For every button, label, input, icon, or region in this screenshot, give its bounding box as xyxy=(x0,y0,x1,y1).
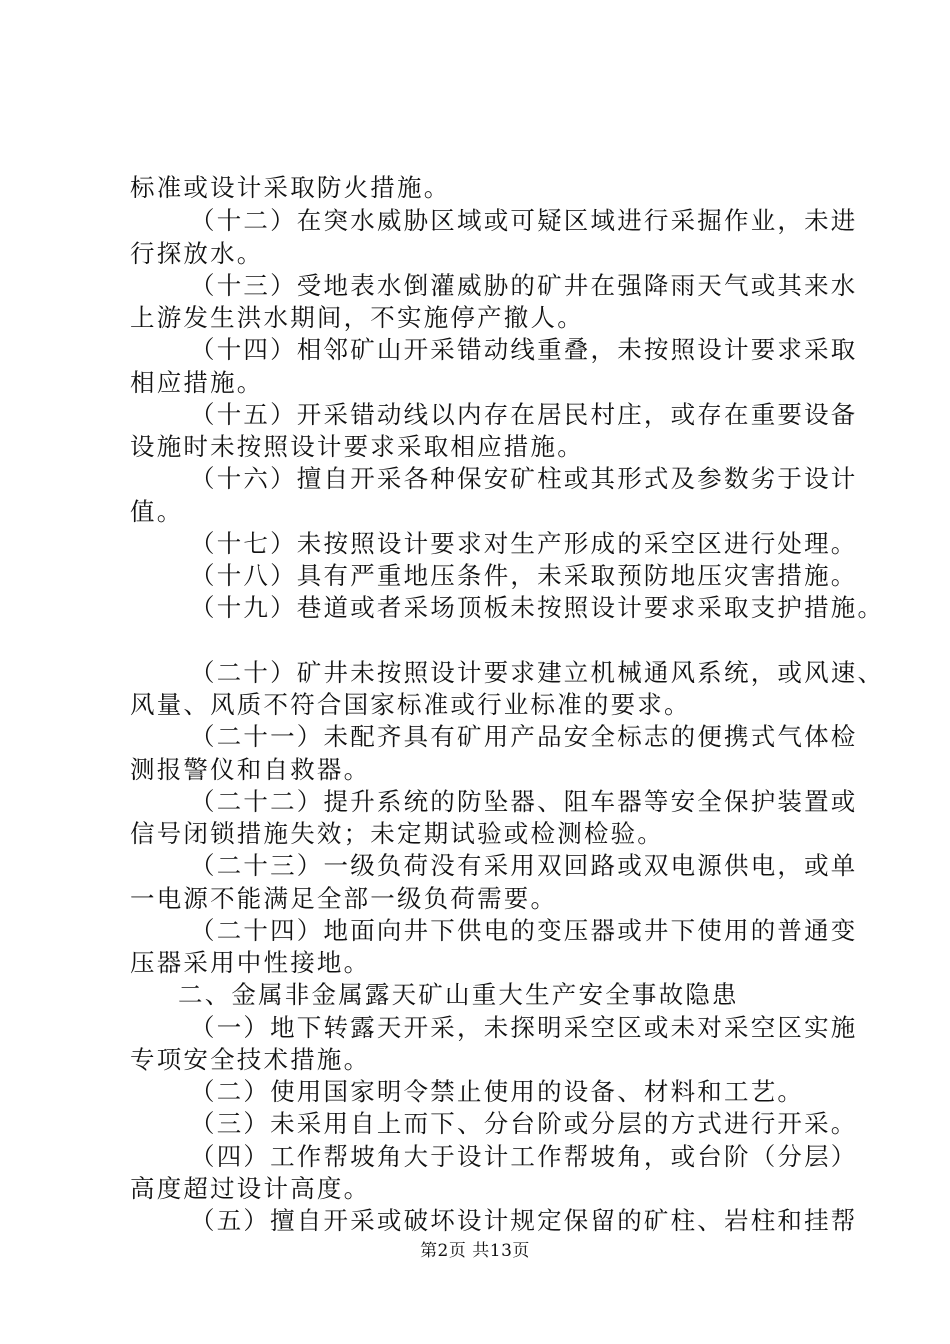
text-line: 值。 xyxy=(130,497,184,526)
text-line: （十九）巷道或者采场顶板未按照设计要求采取支护措施。 xyxy=(190,593,885,622)
text-line: （二十四）地面向井下供电的变压器或井下使用的普通变 xyxy=(190,916,858,945)
text-line: （十三）受地表水倒灌威胁的矿井在强降雨天气或其来水 xyxy=(190,271,858,300)
text-line: （二）使用国家明令禁止使用的设备、材料和工艺。 xyxy=(190,1077,805,1106)
text-line: 标准或设计采取防火措施。 xyxy=(130,173,451,202)
page-number: 第2页 共13页 xyxy=(420,1241,530,1261)
text-line: （十五）开采错动线以内存在居民村庄，或存在重要设备 xyxy=(190,400,858,429)
text-line: 高度超过设计高度。 xyxy=(130,1174,371,1203)
text-line: 信号闭锁措施失效；未定期试验或检测检验。 xyxy=(130,819,664,848)
text-line: 行探放水。 xyxy=(130,239,264,268)
text-line: （三）未采用自上而下、分台阶或分层的方式进行开采。 xyxy=(190,1109,858,1138)
text-line: （十七）未按照设计要求对生产形成的采空区进行处理。 xyxy=(190,529,858,558)
text-line: 相应措施。 xyxy=(130,368,264,397)
text-line: 上游发生洪水期间，不实施停产撤人。 xyxy=(130,303,584,332)
text-line: （十二）在突水威胁区域或可疑区域进行采掘作业，未进 xyxy=(190,206,858,235)
section-heading: 二、金属非金属露天矿山重大生产安全事故隐患 xyxy=(178,980,739,1009)
text-line: （二十二）提升系统的防坠器、阻车器等安全保护装置或 xyxy=(190,787,858,816)
text-line: （十四）相邻矿山开采错动线重叠，未按照设计要求采取 xyxy=(190,335,858,364)
text-line: （二十一）未配齐具有矿用产品安全标志的便携式气体检 xyxy=(190,722,858,751)
text-line: （十六）擅自开采各种保安矿柱或其形式及参数劣于设计 xyxy=(190,464,858,493)
text-line: 风量、风质不符合国家标准或行业标准的要求。 xyxy=(130,690,691,719)
text-line: 设施时未按照设计要求采取相应措施。 xyxy=(130,432,584,461)
text-line: 一电源不能满足全部一级负荷需要。 xyxy=(130,884,558,913)
text-line: 测报警仪和自救器。 xyxy=(130,755,371,784)
text-line: （一）地下转露天开采，未探明采空区或未对采空区实施 xyxy=(190,1013,858,1042)
text-line: （二十三）一级负荷没有采用双回路或双电源供电，或单 xyxy=(190,851,858,880)
text-line: （五）擅自开采或破坏设计规定保留的矿柱、岩柱和挂帮 xyxy=(190,1206,858,1235)
text-line: （十八）具有严重地压条件，未采取预防地压灾害措施。 xyxy=(190,561,858,590)
text-line: （四）工作帮坡角大于设计工作帮坡角，或台阶（分层） xyxy=(190,1142,858,1171)
text-line: 压器采用中性接地。 xyxy=(130,948,371,977)
text-line: （二十）矿井未按照设计要求建立机械通风系统，或风速、 xyxy=(190,658,885,687)
text-line: 专项安全技术措施。 xyxy=(130,1045,371,1074)
